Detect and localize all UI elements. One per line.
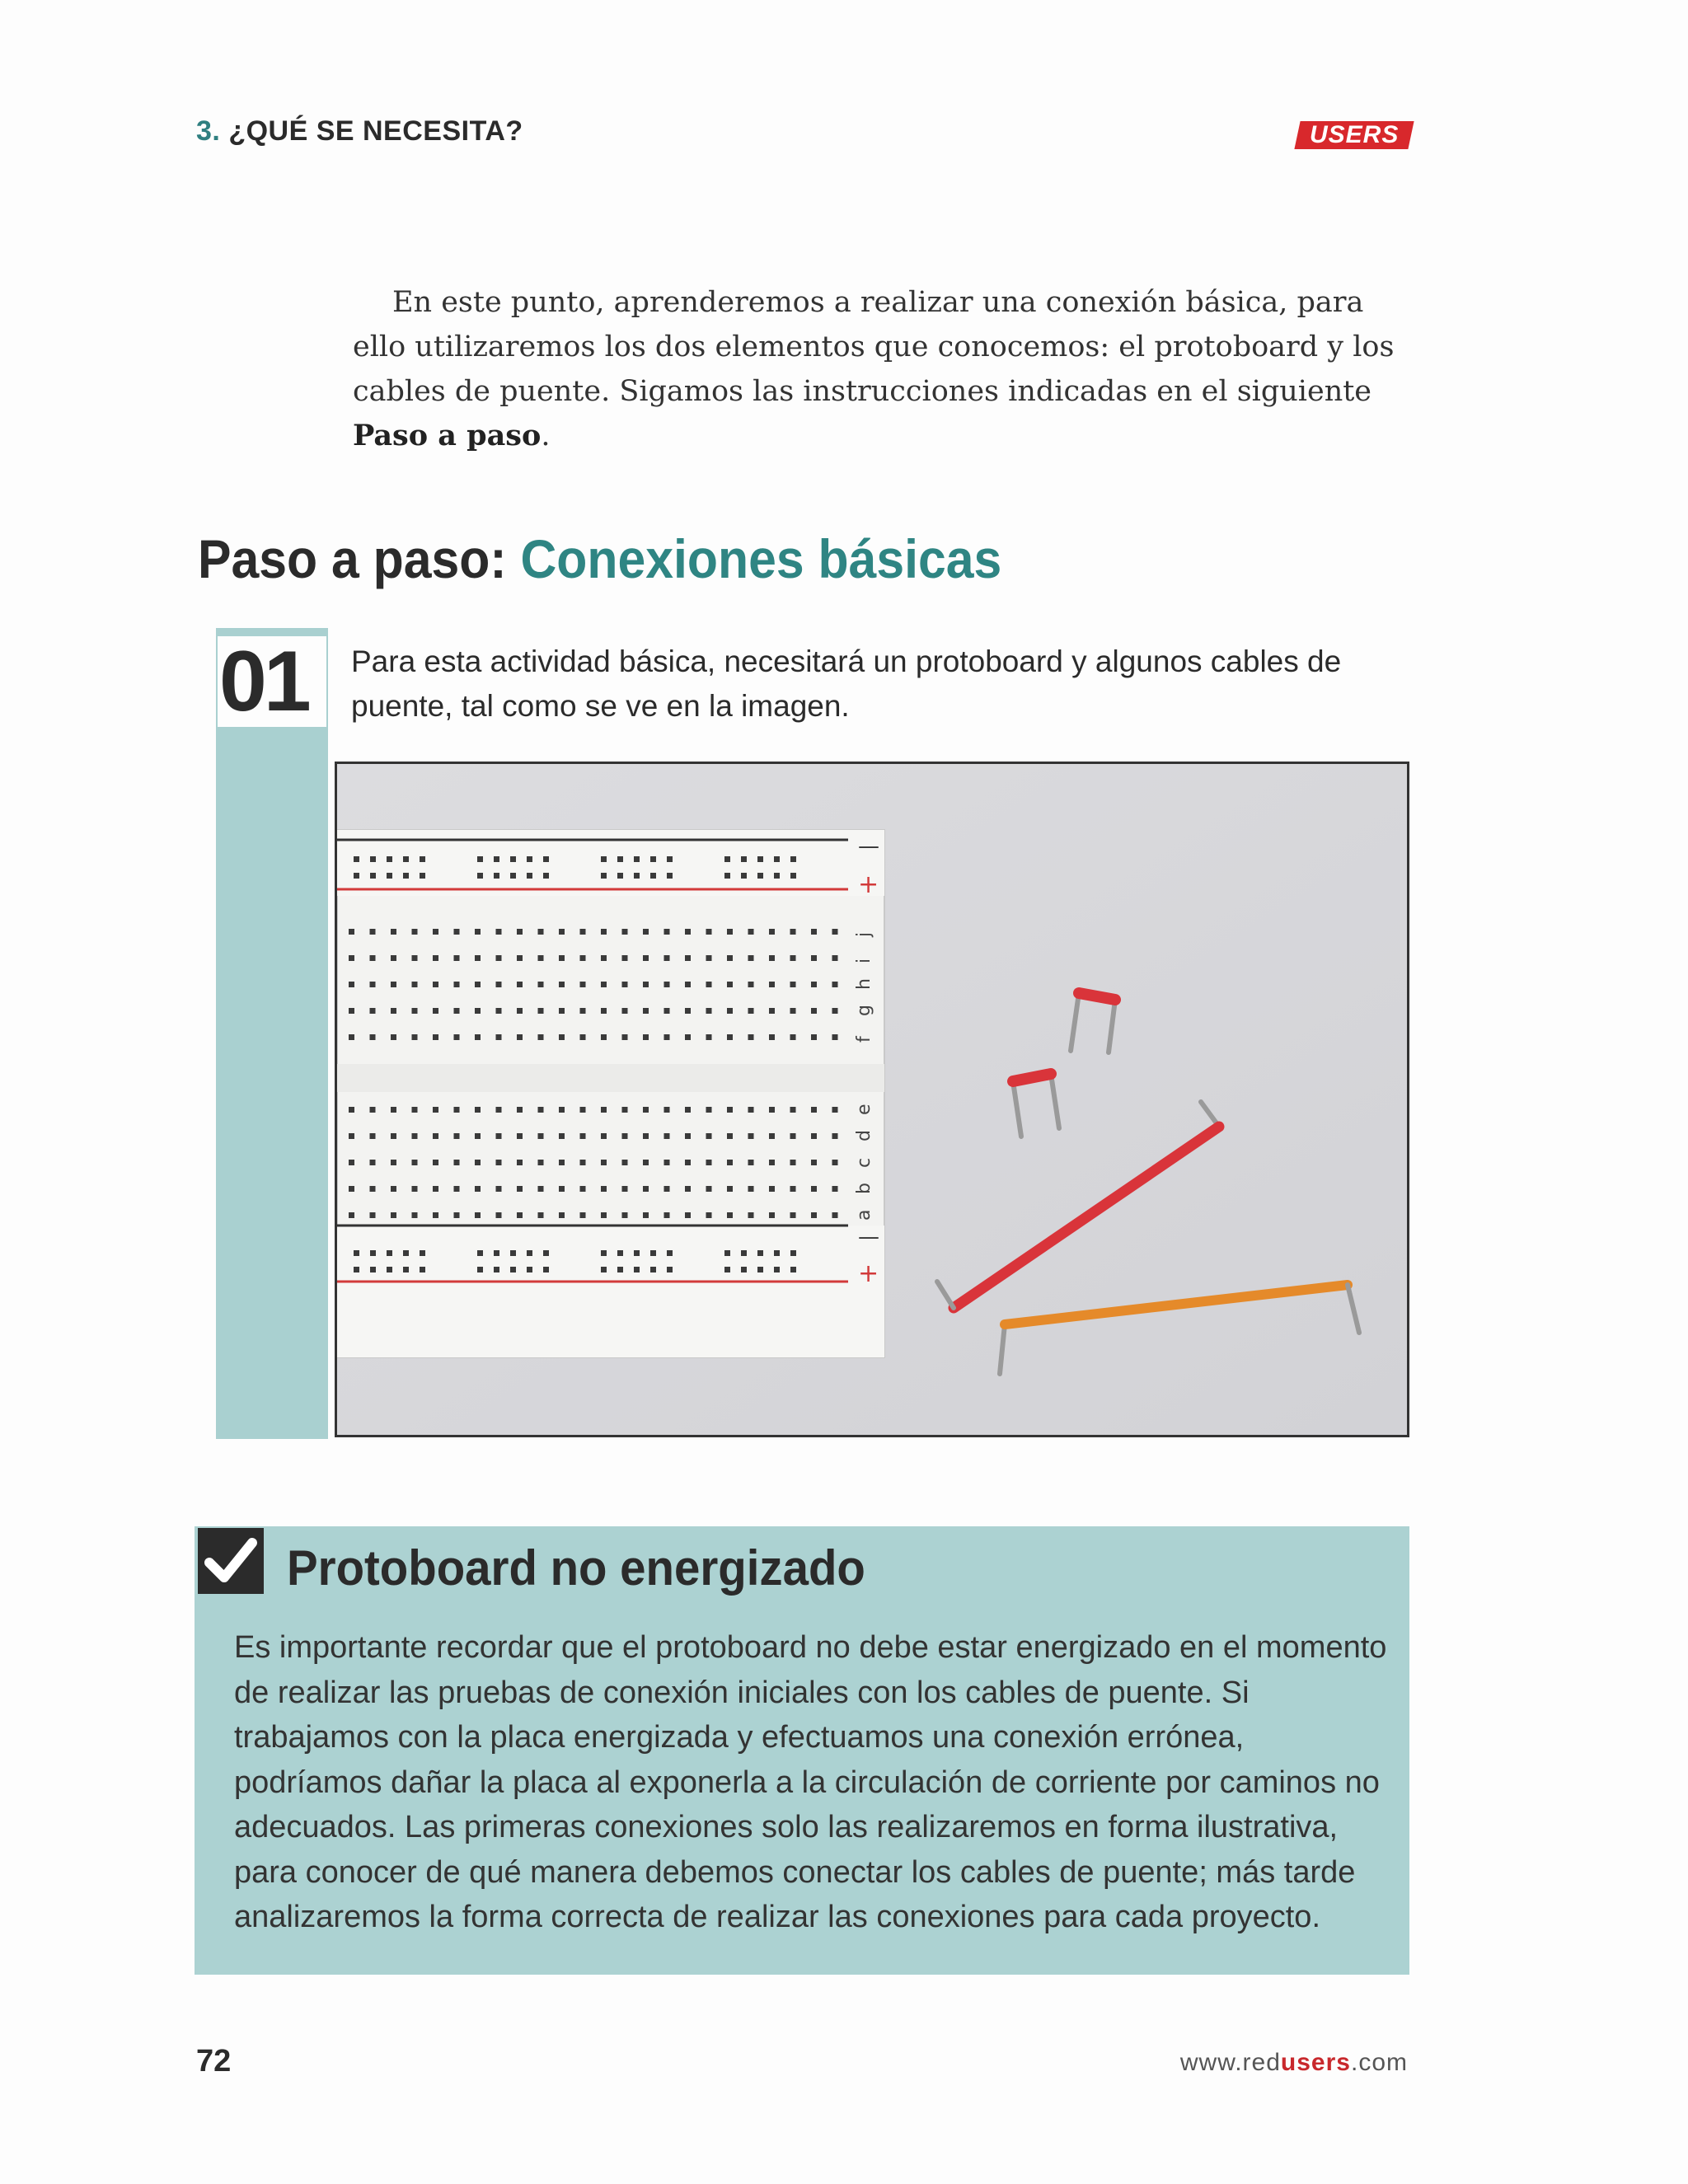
note-title: Protoboard no energizado [287, 1540, 865, 1596]
row-letter: a [854, 1209, 874, 1221]
step-sidebar [216, 628, 328, 1439]
breadboard [337, 830, 884, 1357]
intro-text-end: . [541, 419, 551, 452]
footer-url-brand: users [1280, 2049, 1351, 2076]
rail-plus-bottom: + [858, 1259, 879, 1288]
row-letter: f [854, 1036, 874, 1043]
row-letter: e [854, 1104, 874, 1115]
intro-paragraph [353, 280, 1416, 458]
rail-minus-bottom: — [858, 1225, 879, 1249]
chapter-title: ¿QUÉ SE NECESITA? [228, 115, 523, 147]
row-letter: g [854, 1005, 874, 1016]
section-title-prefix: Paso a paso: [198, 528, 507, 589]
protoboard-photo [335, 762, 1409, 1437]
row-letter: b [854, 1183, 874, 1194]
footer-url-prefix: www.red [1179, 2049, 1281, 2076]
row-letter: h [854, 978, 874, 990]
page-number: 72 [196, 2044, 232, 2079]
row-letter: d [854, 1130, 874, 1141]
rail-plus-top: + [858, 870, 879, 899]
section-title [198, 527, 1001, 590]
intro-text: En este punto, aprenderemos a realizar una conexión básica, para ello utilizaremos los dos elementos que conocemos: el protoboard y los cables de puente. Sigamos las instrucciones indicadas en el siguiente [353, 286, 1395, 408]
row-letter: i [854, 958, 874, 963]
row-letter: c [854, 1157, 874, 1168]
step-number: 01 [218, 636, 326, 727]
rail-minus-top: — [858, 834, 879, 859]
chapter-number: 3. [196, 115, 221, 147]
chapter-heading [196, 115, 523, 148]
step-text: Para esta actividad básica, necesitará un protoboard y algunos cables de puente, tal como se ve en la imagen. [351, 644, 1342, 723]
footer-url-suffix: .com [1350, 2049, 1408, 2076]
section-title-accent: Conexiones básicas [520, 528, 1002, 589]
intro-bold-text: Paso a paso [353, 419, 542, 452]
footer-url [1180, 2049, 1408, 2077]
checkmark-icon [198, 1528, 264, 1594]
note-text: Es importante recordar que el protoboard no debe estar energizado en el momento de realizar las pruebas de conexión iniciales con los cables de puente. Si trabajamos con la placa energizada y efectuamos una conexión errónea, podríamos dañar la placa al exponerla a la circulación de corriente por caminos no adecuados. Las primeras conexiones solo las realizaremos en forma ilustrativa, para conocer de qué manera debemos conectar los cables de puente; más tarde analizaremos la forma correcta de realizar las conexiones para cada proyecto. [234, 1630, 1387, 1934]
row-letter: j [854, 931, 874, 937]
users-logo-text: USERS [1309, 121, 1400, 148]
users-logo [1294, 121, 1414, 149]
